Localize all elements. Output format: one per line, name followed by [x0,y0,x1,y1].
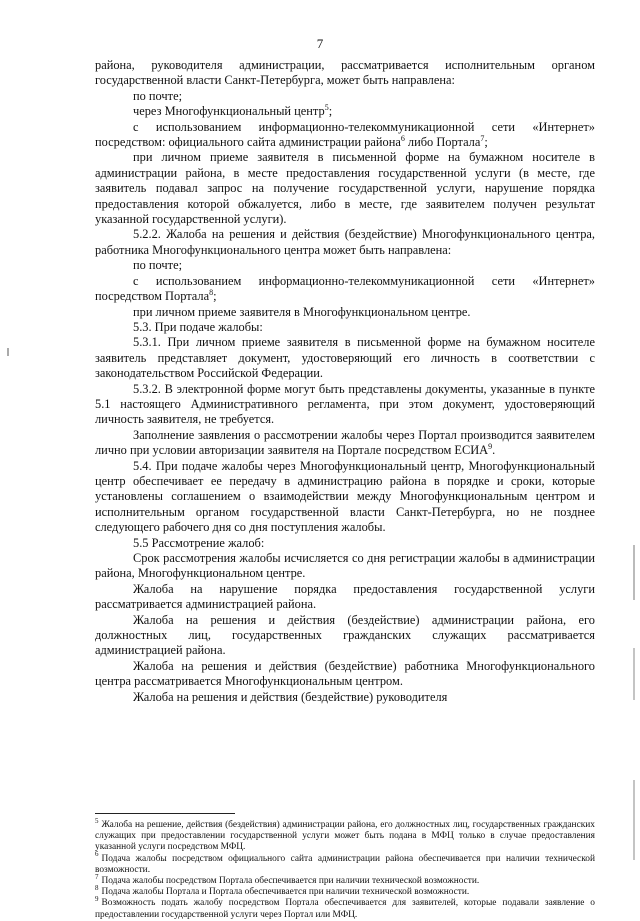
paragraph [95,551,595,582]
paragraph-text: Жалоба на решения и действия (бездействие) работника Многофункционального центра рассматривается Многофункциональным центром. [95,658,595,689]
footnote [95,884,595,898]
paragraph-text: Жалоба на решения и действия (бездействие) администрации района, его должностных лиц, государственных гражданских служащих рассматривается администрацией района. [95,612,595,658]
footnote [95,872,595,887]
paragraph-text: Жалоба на нарушение порядка предоставления государственной услуги рассматривается администрацией района. [95,581,595,612]
paragraph [95,335,595,381]
paragraph [95,104,595,119]
footnote-text: Подача жалобы Портала и Портала обеспечивается при наличии технической возможности. [101,887,470,898]
paragraph-text: по почте; [133,88,183,103]
footnote-reference: 9 [488,442,493,452]
footnote-mark: 8 [95,884,99,893]
paragraph [95,58,595,89]
footnotes-section [95,816,595,921]
paragraph-text: 5.4. При подаче жалобы через Многофункциональный центр, Многофункциональный центр обеспечивает ее передачу в администрацию района в порядке и сроки, которые установлены соглашением о взаимодействии между Многофункциональным центром и исполнительным органом государственной власти Санкт-Петербурга, но не позднее следующего рабочего дня со дня поступления жалобы. [95,458,595,535]
footnote-mark: 5 [95,816,99,825]
paragraph-text: 5.2.2. Жалоба на решения и действия (бездействие) Многофункционального центра, работника Многофункционального центра может быть направлена: [95,227,595,257]
paragraph-text: Заполнение заявления о рассмотрении жалобы через Портал производится заявителем лично при условии авторизации заявителя на Портале посредством ЕСИА [95,427,595,458]
paragraph [95,459,595,536]
paragraph-text: 5.5 Рассмотрение жалоб: [133,535,265,550]
footnote-reference: 8 [209,287,214,297]
footnote-text: Подача жалобы посредством Портала обеспечивается при наличии технической возможности. [101,876,480,887]
footnote-mark: 9 [95,895,99,904]
paragraph-text: Жалоба на решения и действия (бездействие) руководителя [133,689,448,704]
paragraph [95,536,595,551]
page-number: 7 [316,36,324,51]
paragraph-text: . [492,443,496,458]
paragraph-text: ; [328,104,333,119]
paragraph [95,613,595,659]
footnote-text: Подача жалобы посредством официального сайта администрации района обеспечивается при наличии технической возможности. [95,853,595,875]
paragraph [95,690,595,705]
paragraph [95,258,595,273]
paragraph-text: 5.3.2. В электронной форме могут быть представлены документы, указанные в пункте 5.1 настоящего Административного регламента, при этом документ, удостоверяющий личность заявителя, не требуется. [95,381,595,427]
paragraph [95,305,595,320]
paragraph-text: ; [213,289,217,304]
footnote-text: Возможность подать жалобу посредством Портала обеспечивается для заявителей, которые подавали заявление о предоставлении государственной услуги через Портал или МФЦ. [95,898,595,920]
paragraph [95,120,595,151]
paragraph [95,150,595,227]
paragraph-text: ; [484,135,488,150]
paragraph [95,382,595,428]
paragraph [95,227,595,258]
paragraph-text: района, руководителя администрации, рассматривается исполнительным органом государственной власти Санкт-Петербурга, может быть направлена: [95,58,595,88]
paragraph [95,582,595,613]
footnote-reference: 7 [480,133,485,143]
paragraph-text: при личном приеме заявителя в письменной форме на бумажном носителе в администрации района, в месте предоставления государственной услуги (в месте, где заявитель подавал запрос на получение государственной услуги, нарушение порядка предоставления которой обжалуется, либо в месте, где заявителем получен результат указанной государственной услуги). [95,150,595,227]
paragraph-text: по почте; [133,258,183,273]
footnote [95,895,595,920]
footnote [95,850,595,876]
footnote-mark: 6 [95,850,99,859]
paragraph [95,659,595,690]
paragraph-text: 5.3.1. При личном приеме заявителя в письменной форме на бумажном носителе заявитель представляет документ, удостоверяющий его личность в соответствии с законодательством Российской Федерации. [95,335,595,381]
paragraph [95,428,595,459]
paragraph [95,274,595,305]
paragraph [95,320,595,335]
paragraph-text: с использованием информационно-телекоммуникационной сети «Интернет» посредством Портала [95,273,595,304]
paragraph-text: с использованием информационно-телекоммуникационной сети «Интернет» посредством: официального сайта администрации района [95,119,595,150]
footnote-reference: 6 [400,133,405,143]
paragraph [95,89,595,104]
paragraph-text: через Многофункциональный центр [133,104,325,119]
footnote-mark: 7 [95,872,99,881]
footnote-reference: 5 [324,103,329,113]
paragraph-text: при личном приеме заявителя в Многофункциональном центре. [133,304,471,319]
footnote-text: Жалоба на решение, действия (бездействия) администрации района, его должностных лиц, государственных гражданских служащих при предоставлении государственной услуги может быть подана в МФЦ только в случае предоставления указанной услуги посредством МФЦ. [95,820,595,853]
footnote-divider [95,813,235,814]
paragraph-text: 5.3. При подаче жалобы: [133,319,263,334]
paragraph-text: Срок рассмотрения жалобы исчисляется со дня регистрации жалобы в администрации района, Многофункциональном центре. [95,551,595,581]
document-body [95,58,595,705]
paragraph-text: либо Портала [404,135,481,150]
footnote [95,816,595,854]
